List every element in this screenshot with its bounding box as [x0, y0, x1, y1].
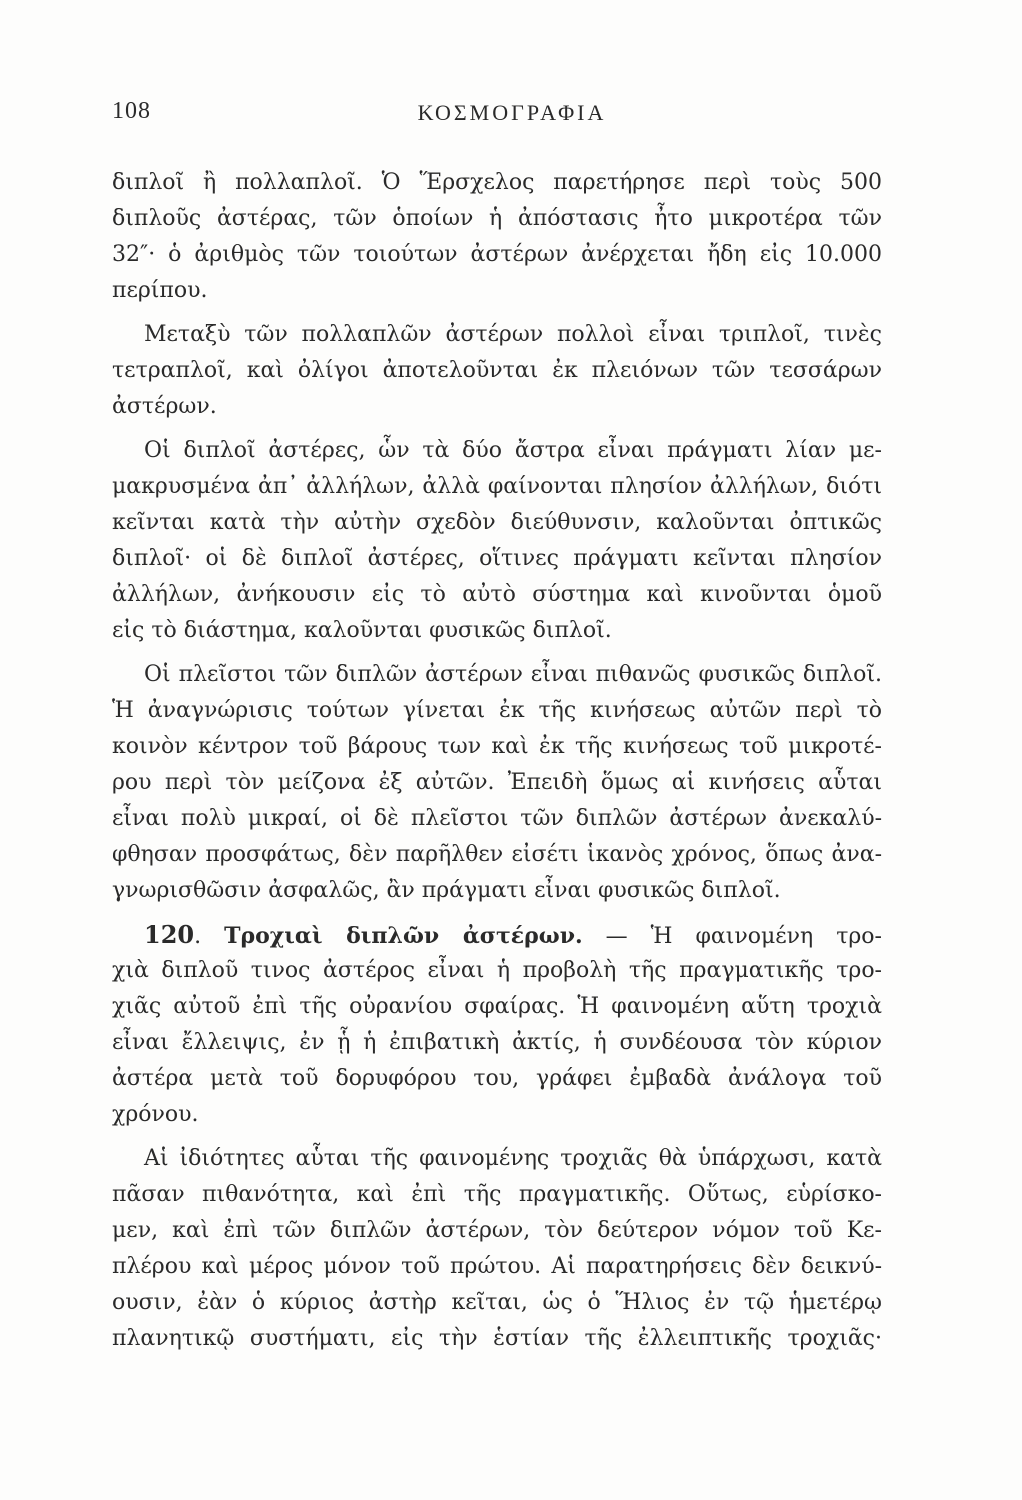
text-line: διπλοῖ ἢ πολλαπλοῖ. Ὁ Ἕρσχελος παρετήρησε περὶ τοὺς 500 — [112, 170, 882, 195]
text-line: μεν, καὶ ἐπὶ τῶν διπλῶν ἀστέρων, τὸν δεύτερον νόμον τοῦ Κε- — [112, 1218, 882, 1243]
text-line: κοινὸν κέντρον τοῦ βάρους των καὶ ἐκ τῆς κινήσεως τοῦ μικροτέ- — [112, 734, 882, 759]
section-number: 120 — [144, 920, 195, 949]
text-line: ουσιν, ἐὰν ὁ κύριος ἀστὴρ κεῖται, ὡς ὁ Ἥλιος ἐν τῷ ἡμετέρῳ — [112, 1290, 882, 1315]
paragraph-1 — [112, 165, 882, 309]
text-line: ἀστέρα μετὰ τοῦ δορυφόρου του, γράφει ἐμβαδὰ ἀνάλογα τοῦ — [112, 1066, 882, 1091]
body-text — [112, 165, 882, 1357]
text-line: Οἱ διπλοῖ ἀστέρες, ὧν τὰ δύο ἄστρα εἶναι πράγματι λίαν με- — [144, 438, 882, 463]
running-title: ΚΟΣΜΟΓΡΑΦΙΑ — [417, 100, 607, 125]
text-line: ἀστέρων. — [112, 394, 217, 419]
text-line: πλανητικῷ συστήματι, εἰς τὴν ἑστίαν τῆς ἐλλειπτικῆς τροχιᾶς· — [112, 1326, 882, 1351]
text-line: Οἱ πλεῖστοι τῶν διπλῶν ἀστέρων εἶναι πιθανῶς φυσικῶς διπλοῖ. — [144, 662, 882, 687]
page-number: 108 — [112, 98, 151, 124]
text-line: Ἡ ἀναγνώρισις τούτων γίνεται ἐκ τῆς κινήσεως αὐτῶν περὶ τὸ — [112, 698, 882, 723]
paragraph-3 — [112, 433, 882, 649]
section-heading-line: 120. Τροχιαὶ διπλῶν ἀστέρων. — Ἡ φαινομένη τρο- — [144, 920, 882, 949]
text-line: Αἱ ἰδιότητες αὗται τῆς φαινομένης τροχιᾶς θὰ ὑπάρχωσι, κατὰ — [144, 1146, 882, 1171]
text-line: ἀλλήλων, ἀνήκουσιν εἰς τὸ αὐτὸ σύστημα καὶ κινοῦνται ὁμοῦ — [112, 582, 882, 607]
paragraph-4 — [112, 657, 882, 909]
paragraph-2 — [112, 317, 882, 425]
section-title: Τροχιαὶ διπλῶν ἀστέρων. — [224, 923, 583, 949]
text-line: φθησαν προσφάτως, δὲν παρῆλθεν εἰσέτι ἱκανὸς χρόνος, ὅπως ἀνα- — [112, 842, 882, 867]
text-line: τετραπλοῖ, καὶ ὀλίγοι ἀποτελοῦνται ἐκ πλειόνων τῶν τεσσάρων — [112, 358, 882, 383]
text-line: εἶναι ἔλλειψις, ἐν ᾗ ἡ ἐπιβατικὴ ἀκτίς, ἡ συνδέουσα τὸν κύριον — [112, 1030, 882, 1055]
text-line: πλέρου καὶ μέρος μόνον τοῦ πρώτου. Αἱ παρατηρήσεις δὲν δεικνύ- — [112, 1254, 882, 1279]
text-line: περίπου. — [112, 278, 208, 303]
text-line: χρόνου. — [112, 1102, 199, 1127]
text-line: εἶναι πολὺ μικραί, οἱ δὲ πλεῖστοι τῶν διπλῶν ἀστέρων ἀνεκαλύ- — [112, 806, 882, 831]
text-line: γνωρισθῶσιν ἀσφαλῶς, ἂν πράγματι εἶναι φυσικῶς διπλοῖ. — [112, 878, 781, 903]
text-line: χιὰ διπλοῦ τινος ἀστέρος εἶναι ἡ προβολὴ τῆς πραγματικῆς τρο- — [112, 958, 882, 983]
section-120 — [112, 917, 882, 1133]
text-line: ρου περὶ τὸν μείζονα ἐξ αὐτῶν. Ἐπειδὴ ὅμως αἱ κινήσεις αὗται — [112, 770, 882, 795]
text-line: διπλοῦς ἀστέρας, τῶν ὁποίων ἡ ἀπόστασις ἦτο μικροτέρα τῶν — [112, 206, 882, 231]
text-fragment: — Ἡ φαινομένη τρο- — [605, 924, 882, 949]
text-line: μακρυσμένα ἀπ᾽ ἀλλήλων, ἀλλὰ φαίνονται πλησίον ἀλλήλων, διότι — [112, 474, 882, 499]
text-line: εἰς τὸ διάστημα, καλοῦνται φυσικῶς διπλοῖ. — [112, 618, 612, 643]
text-line: 32″· ὁ ἀριθμὸς τῶν τοιούτων ἀστέρων ἀνέρχεται ἤδη εἰς 10.000 — [112, 242, 882, 267]
text-line: πᾶσαν πιθανότητα, καὶ ἐπὶ τῆς πραγματικῆς. Οὕτως, εὑρίσκο- — [112, 1182, 882, 1207]
text-line: χιᾶς αὐτοῦ ἐπὶ τῆς οὐρανίου σφαίρας. Ἡ φαινομένη αὕτη τροχιὰ — [112, 994, 882, 1019]
text-line: Μεταξὺ τῶν πολλαπλῶν ἀστέρων πολλοὶ εἶναι τριπλοῖ, τινὲς — [144, 322, 882, 347]
text-line: κεῖνται κατὰ τὴν αὐτὴν σχεδὸν διεύθυνσιν, καλοῦνται ὀπτικῶς — [112, 510, 882, 535]
paragraph-6 — [112, 1141, 882, 1357]
text-line: διπλοῖ· οἱ δὲ διπλοῖ ἀστέρες, οἵτινες πράγματι κεῖνται πλησίον — [112, 546, 882, 571]
page-header — [112, 98, 912, 138]
